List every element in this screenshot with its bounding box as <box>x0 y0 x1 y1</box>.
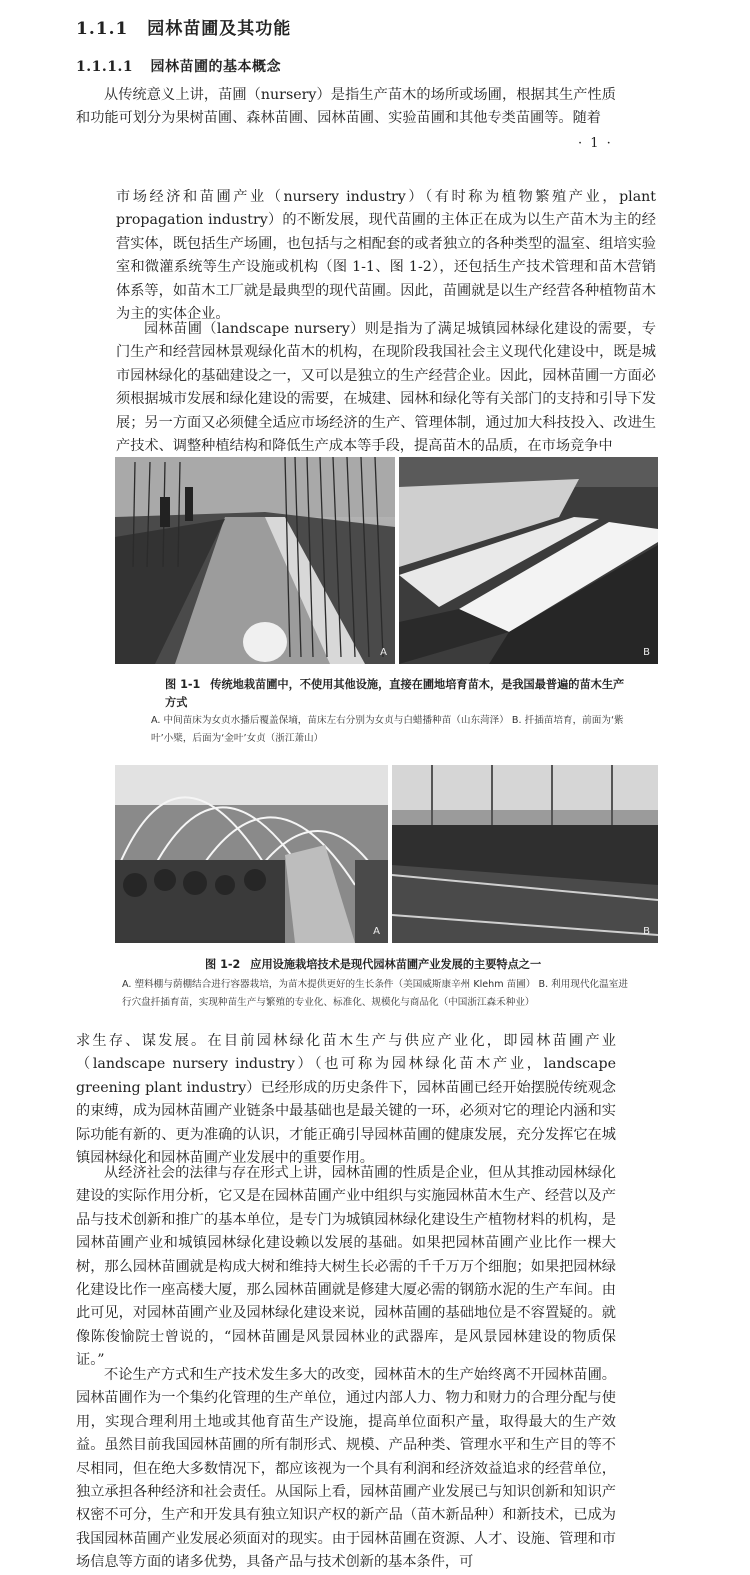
figure-1-1-note: A. 中间苗床为女贞水播后覆盖保墒，苗床左右分别为女贞与白蜡播种苗（山东菏泽） B. 扦插苗培育，前面为‘紫叶’小檗，后面为‘金叶’女贞（浙江萧山） <box>151 715 624 744</box>
figure-1-2-photo-a <box>115 765 388 943</box>
figure-number: 图 1-2 <box>205 958 241 971</box>
photo-label: A <box>373 926 380 937</box>
figure-title: 应用设施栽培技术是现代园林苗圃产业发展的主要特点之一 <box>250 958 542 971</box>
page-number: · 1 · <box>578 136 613 151</box>
figure-1-2-photo-b <box>392 765 658 943</box>
section-heading <box>76 14 291 39</box>
paragraph-4: 求生存、谋发展。在目前园林绿化苗木生产与供应产业化，即园林苗圃产业（landscape nursery industry）（也可称为园林绿化苗木产业，landscape greening plant industry）已经形成的历史条件下，园林苗圃已经开始摆脱传统观念的束缚，成为园林苗圃产业链条中最基础也是最关键的一环，必须对它的理论内涵和实际功能有新的、更为准确的认识，才能正确引导园林苗圃的健康发展，充分发挥它在城镇园林绿化和园林苗圃产业发展中的重要作用。 <box>76 1033 616 1167</box>
paragraph-5: 从经济社会的法律与存在形式上讲，园林苗圃的性质是企业，但从其推动园林绿化建设的实际作用分析，它又是在园林苗圃产业中组织与实施园林苗木生产、经营以及产品与技术创新和推广的基本单位，是专门为城镇园林绿化建设生产植物材料的机构，是园林苗圃产业和城镇园林绿化建设赖以发展的基础。如果把园林苗圃产业比作一棵大树，那么园林苗圃就是构成大树和维持大树生长必需的千千万万个细胞；如果把园林绿化建设比作一座高楼大厦，那么园林苗圃就是修建大厦必需的钢筋水泥的生产车间。由此可见，对园林苗圃产业及园林绿化建设来说，园林苗圃的基础地位是不容置疑的。就像陈俊愉院士曾说的，“园林苗圃是风景园林业的武器库，是风景园林建设的物质保证。” <box>76 1165 616 1369</box>
section-title: 园林苗圃及其功能 <box>147 19 292 39</box>
paragraph-1: 从传统意义上讲，苗圃（nursery）是指生产苗木的场所或场圃，根据其生产性质和功能可划分为果树苗圃、森林苗圃、园林苗圃、实验苗圃和其他专类苗圃等。随着 <box>76 87 616 127</box>
photo-label: B <box>643 926 650 937</box>
figure-1-2-caption <box>205 956 625 974</box>
section-number: 1.1.1 <box>76 19 129 39</box>
photo-label: B <box>643 647 650 658</box>
figure-1-2-note: A. 塑料棚与荫棚结合进行容器栽培，为苗木提供更好的生长条件（美国威斯康辛州 Klehm 苗圃） B. 利用现代化温室进行穴盘扦插育苗，实现种苗生产与繁殖的专业化、标准化、规模化与商品化（中国浙江森禾种业） <box>122 979 628 1008</box>
paragraph-3: 园林苗圃（landscape nursery）则是指为了满足城镇园林绿化建设的需要，专门生产和经营园林景观绿化苗木的机构，在现阶段我国社会主义现代化建设中，既是城市园林绿化的基础建设之一，又可以是独立的生产经营企业。因此，园林苗圃一方面必须根据城市发展和绿化建设的需要，在城建、园林和绿化等有关部门的支持和引导下发展；另一方面又必须健全适应市场经济的生产、管理体制，通过加大科技投入、改进生产技术、调整种植结构和降低生产成本等手段，提高苗木的品质，在市场竞争中 <box>116 321 656 455</box>
photo-label: A <box>380 647 387 658</box>
subsection-number: 1.1.1.1 <box>76 59 134 75</box>
figure-1-1-photo-b <box>399 457 658 664</box>
figure-1-1-photo-a <box>115 457 395 664</box>
subsection-heading <box>76 56 281 76</box>
figure-1-1-caption <box>165 676 625 712</box>
subsection-title: 园林苗圃的基本概念 <box>150 59 281 75</box>
figure-number: 图 1-1 <box>165 678 201 691</box>
paragraph-2: 市场经济和苗圃产业（nursery industry）（有时称为植物繁殖产业，plant propagation industry）的不断发展，现代苗圃的主体正在成为以生产苗木为主的经营实体，既包括生产场圃，也包括与之相配套的或者独立的各种类型的温室、组培实验室和微灌系统等生产设施或机构（图 1-1、图 1-2），还包括生产技术管理和苗木营销体系等，如苗木工厂就是最典型的现代苗圃。因此，苗圃就是以生产经营各种植物苗木为主的实体企业。 <box>116 189 656 323</box>
figure-title: 传统地栽苗圃中，不使用其他设施，直接在圃地培育苗木，是我国最普遍的苗木生产方式 <box>165 678 625 709</box>
paragraph-6: 不论生产方式和生产技术发生多大的改变，园林苗木的生产始终离不开园林苗圃。园林苗圃作为一个集约化管理的生产单位，通过内部人力、物力和财力的合理分配与使用，实现合理利用土地或其他育苗生产设施，提高单位面积产量，取得最大的生产效益。虽然目前我国园林苗圃的所有制形式、规模、产品种类、管理水平和生产目的等不尽相同，但在绝大多数情况下，都应该视为一个具有利润和经济效益追求的经营单位，独立承担各种经济和社会责任。从国际上看，园林苗圃产业发展已与知识创新和知识产权密不可分，生产和开发具有独立知识产权的新产品（苗木新品种）和新技术，已成为我国园林苗圃产业发展必须面对的现实。由于园林苗圃在资源、人才、设施、管理和市场信息等方面的诸多优势，具备产品与技术创新的基本条件，可 <box>76 1367 616 1571</box>
